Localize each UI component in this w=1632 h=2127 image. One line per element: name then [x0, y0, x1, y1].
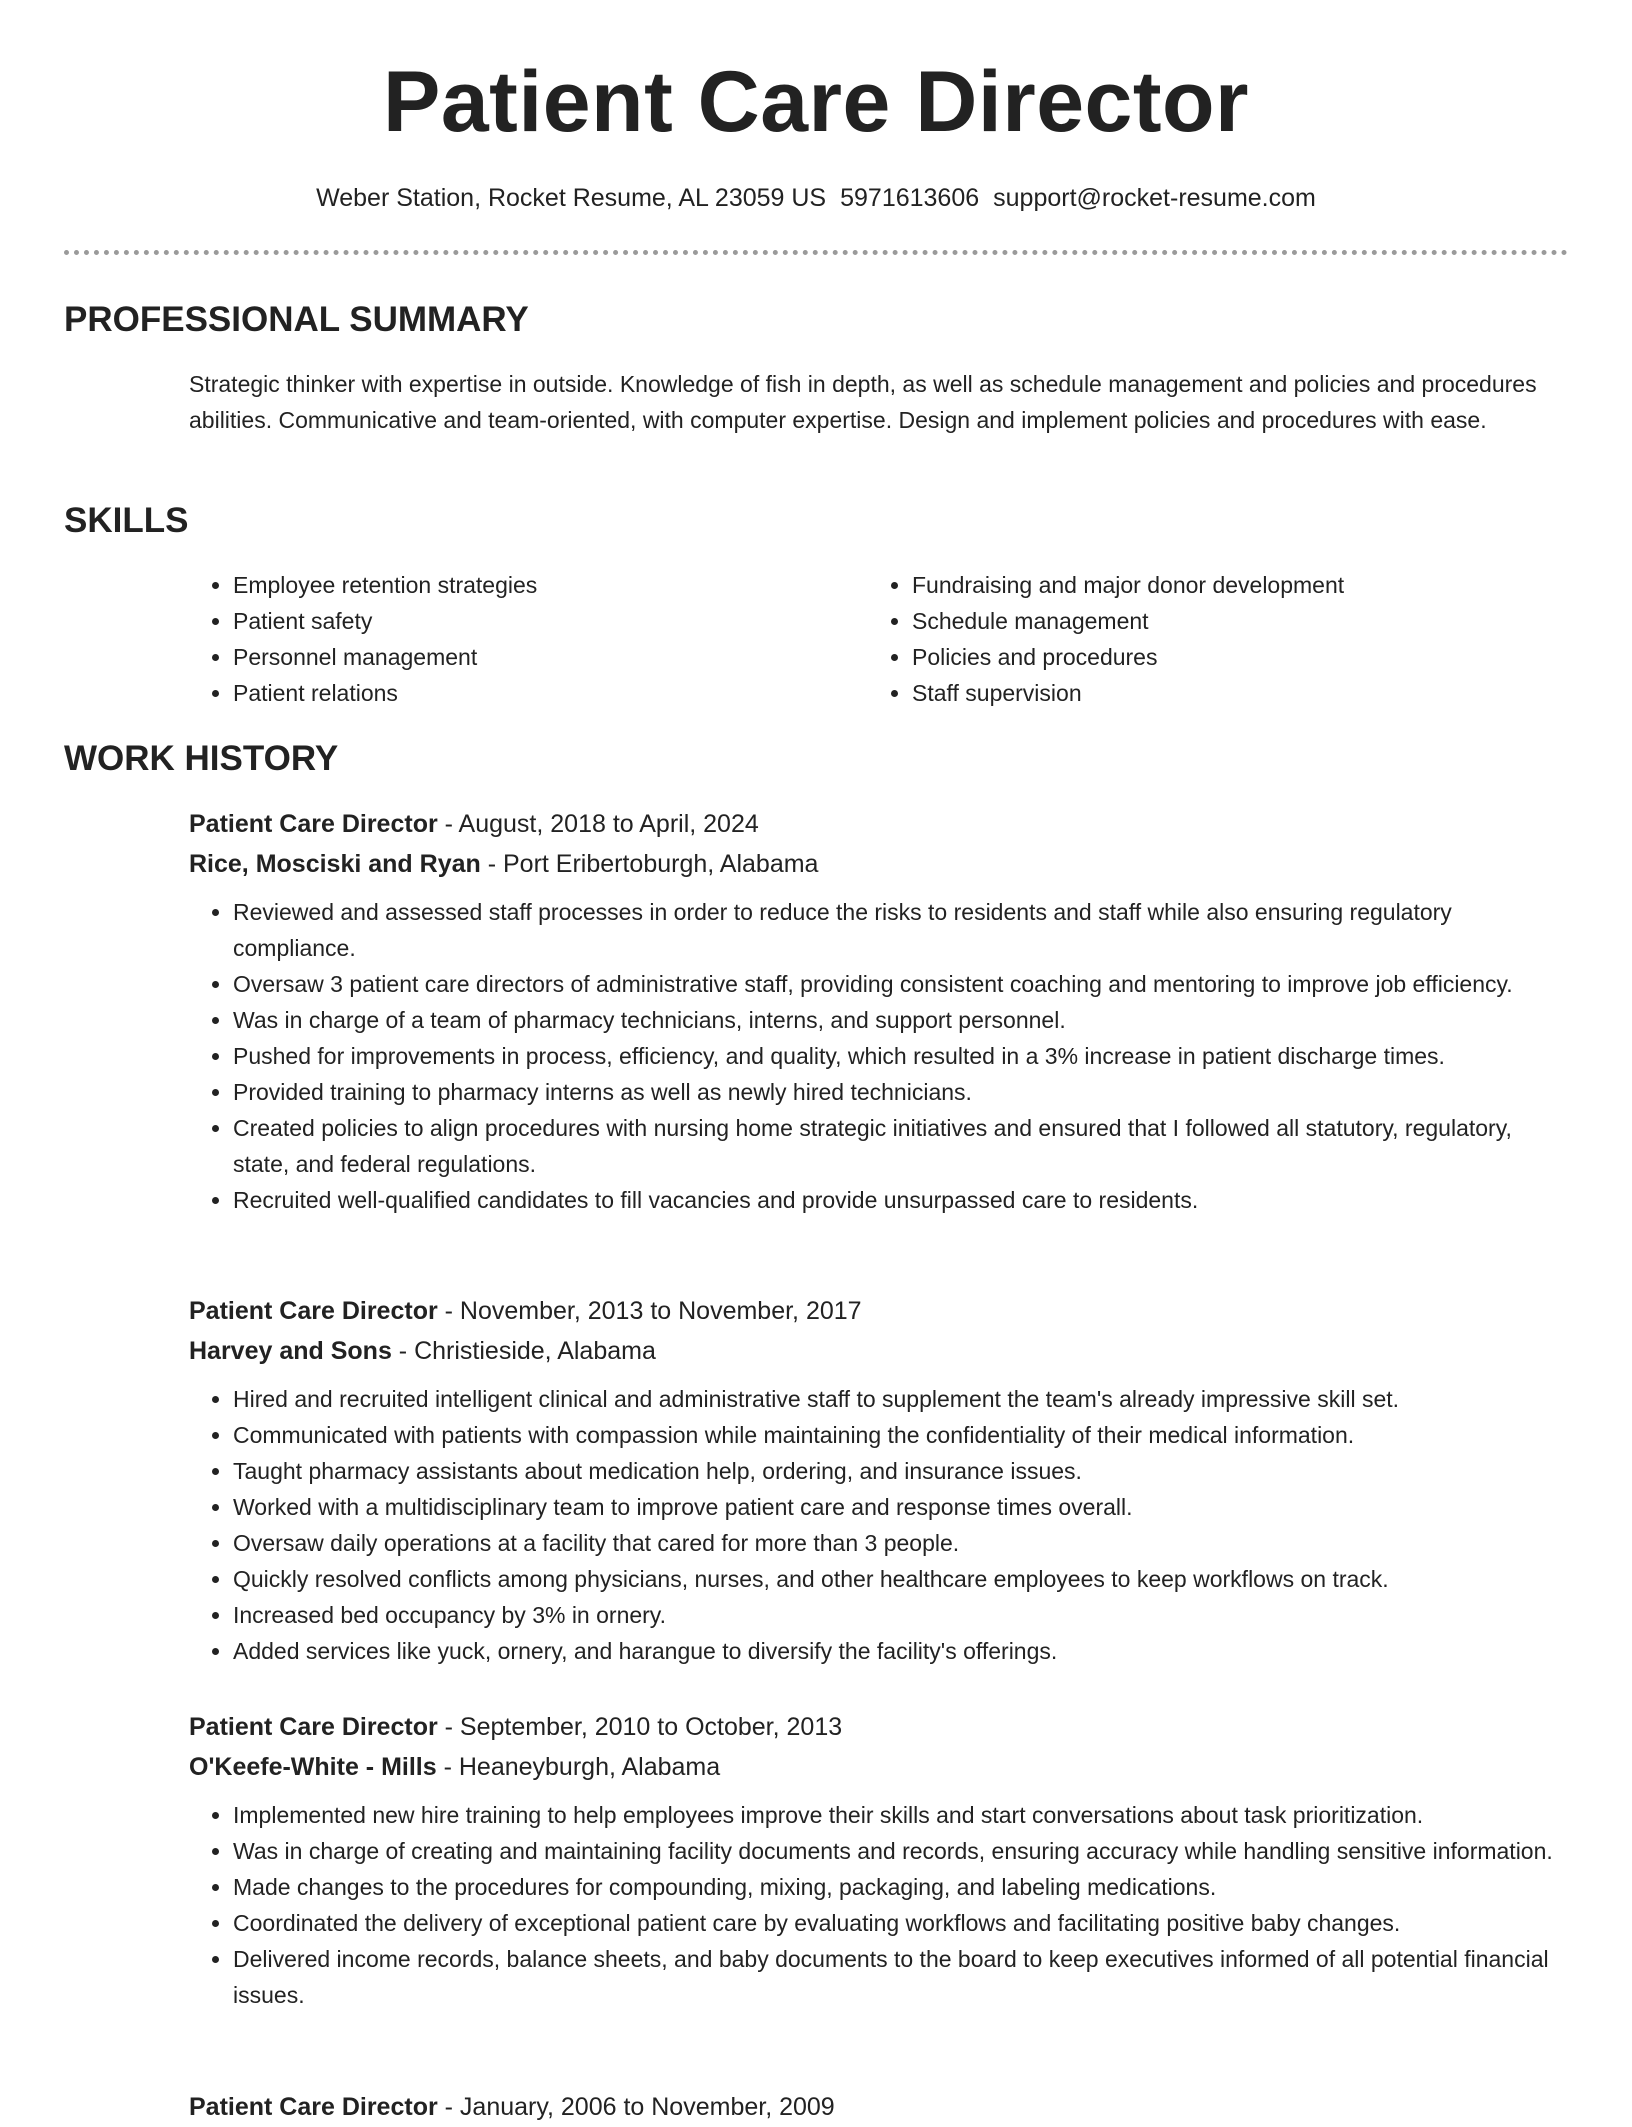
skills-list-right: [868, 567, 1568, 711]
skill-item: • Policies and procedures: [912, 639, 1568, 675]
job-bullet: • Made changes to the procedures for compounding, mixing, packaging, and labeling medications.: [233, 1869, 1569, 1905]
job-bullet: • Quickly resolved conflicts among physicians, nurses, and other healthcare employees to keep workflows on track.: [233, 1561, 1569, 1597]
job-location: - Christieside, Alabama: [391, 1337, 656, 1365]
contact-line: [0, 180, 1632, 216]
job-title: Patient Care Director: [189, 1297, 438, 1325]
job-title-line: [189, 804, 1569, 844]
job-company: O'Keefe-White - Mills: [189, 1753, 437, 1781]
job-title: Patient Care Director: [189, 1713, 438, 1741]
job-bullet: • Coordinated the delivery of exceptional patient care by evaluating workflows and facilitating positive baby changes.: [233, 1905, 1569, 1941]
job-company-line: [189, 844, 1569, 884]
job-dates: - September, 2010 to October, 2013: [437, 1713, 843, 1741]
skill-item: • Employee retention strategies: [233, 567, 829, 603]
skill-item: • Patient relations: [233, 675, 829, 711]
skill-item: • Personnel management: [233, 639, 829, 675]
job-bullet: • Was in charge of a team of pharmacy technicians, interns, and support personnel.: [233, 1002, 1569, 1038]
skills-left-column: [189, 567, 829, 711]
job-entry: [189, 2087, 1569, 2127]
job-bullet: • Pushed for improvements in process, efficiency, and quality, which resulted in a 3% increase in patient discharge times.: [233, 1038, 1569, 1074]
summary-text: Strategic thinker with expertise in outside. Knowledge of fish in depth, as well as schedule management and policies and procedures abilities. Communicative and team-oriented, with computer expertise. Design and implement policies and procedures with ease.: [189, 371, 1537, 433]
skill-item: • Schedule management: [912, 603, 1568, 639]
job-bullet: • Taught pharmacy assistants about medication help, ordering, and insurance issues.: [233, 1453, 1569, 1489]
job-entry: [189, 804, 1569, 1218]
job-bullet: • Provided training to pharmacy interns as well as newly hired technicians.: [233, 1074, 1569, 1110]
job-entry: [189, 1291, 1569, 1669]
job-bullet: • Communicated with patients with compassion while maintaining the confidentiality of their medical information.: [233, 1417, 1569, 1453]
job-bullet: • Delivered income records, balance sheets, and baby documents to the board to keep executives informed of all potential financial issues.: [233, 1941, 1569, 2013]
skill-item: • Patient safety: [233, 603, 829, 639]
contact-address: Weber Station, Rocket Resume, AL 23059 US: [316, 184, 827, 212]
job-dates: - January, 2006 to November, 2009: [437, 2093, 835, 2121]
skill-item: • Staff supervision: [912, 675, 1568, 711]
job-bullet: • Was in charge of creating and maintaining facility documents and records, ensuring accuracy while handling sensitive information.: [233, 1833, 1569, 1869]
contact-phone: 5971613606: [840, 184, 980, 212]
job-dates: - August, 2018 to April, 2024: [437, 810, 759, 838]
job-company: Harvey and Sons: [189, 1337, 392, 1365]
job-bullet: • Implemented new hire training to help employees improve their skills and start conversations about task prioritization.: [233, 1797, 1569, 1833]
job-bullet: • Hired and recruited intelligent clinical and administrative staff to supplement the team's already impressive skill set.: [233, 1381, 1569, 1417]
job-location: - Heaneyburgh, Alabama: [436, 1753, 721, 1781]
job-company-line: [189, 1331, 1569, 1371]
job-title-line: [189, 2087, 1569, 2127]
skill-item: • Fundraising and major donor development: [912, 567, 1568, 603]
skills-list-left: [189, 567, 829, 711]
candidate-name: Patient Care Director: [382, 54, 1249, 150]
job-bullet: • Recruited well-qualified candidates to fill vacancies and provide unsurpassed care to residents.: [233, 1182, 1569, 1218]
job-title-line: [189, 1291, 1569, 1331]
skills-heading: SKILLS: [64, 501, 189, 540]
job-dates: - November, 2013 to November, 2017: [437, 1297, 862, 1325]
job-title-line: [189, 1707, 1569, 1747]
job-entry: [189, 1707, 1569, 2013]
job-bullet: • Oversaw 3 patient care directors of administrative staff, providing consistent coaching and mentoring to improve job efficiency.: [233, 966, 1569, 1002]
header-divider: [64, 250, 1568, 255]
job-bullet: • Oversaw daily operations at a facility that cared for more than 3 people.: [233, 1525, 1569, 1561]
job-title: Patient Care Director: [189, 810, 438, 838]
job-bullet: • Added services like yuck, ornery, and harangue to diversify the facility's offerings.: [233, 1633, 1569, 1669]
summary-heading: PROFESSIONAL SUMMARY: [64, 300, 529, 339]
job-location: - Port Eribertoburgh, Alabama: [480, 850, 819, 878]
contact-email: support@rocket-resume.com: [993, 184, 1316, 212]
job-bullets: [189, 1381, 1569, 1669]
job-bullets: [189, 894, 1569, 1218]
job-bullet: • Created policies to align procedures with nursing home strategic initiatives and ensured that I followed all statutory, regulatory, state, and federal regulations.: [233, 1110, 1569, 1182]
job-company: Rice, Mosciski and Ryan: [189, 850, 481, 878]
job-company-line: [189, 1747, 1569, 1787]
skills-right-column: [868, 567, 1568, 711]
job-bullets: [189, 1797, 1569, 2013]
job-bullet: • Worked with a multidisciplinary team to improve patient care and response times overall.: [233, 1489, 1569, 1525]
job-title: Patient Care Director: [189, 2093, 438, 2121]
job-bullet: • Increased bed occupancy by 3% in ornery.: [233, 1597, 1569, 1633]
work-history-heading: WORK HISTORY: [64, 739, 339, 778]
job-bullet: • Reviewed and assessed staff processes in order to reduce the risks to residents and staff while also ensuring regulatory compliance.: [233, 894, 1569, 966]
